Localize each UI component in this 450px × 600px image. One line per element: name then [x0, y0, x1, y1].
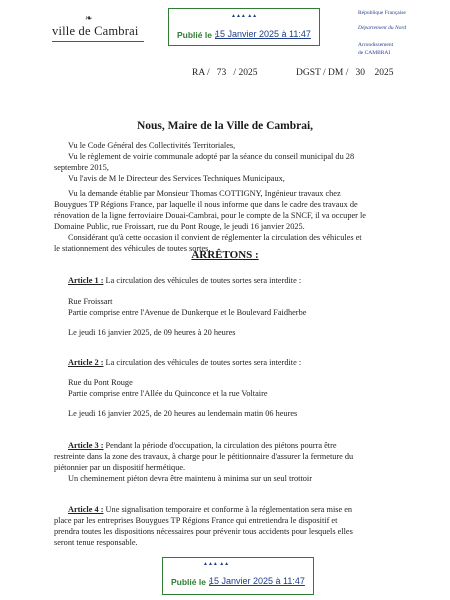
visa-line: septembre 2015, — [54, 163, 109, 172]
publication-stamp-top — [168, 8, 320, 46]
demande-line: Domaine Public, rue Froissart, rue du Pont Rouge, le jeudi 16 janvier 2025. — [54, 222, 305, 231]
stamp-label: Publié le : — [171, 577, 212, 587]
article-3-text: Pendant la période d'occupation, la circulation des piétons pourra être — [103, 441, 337, 450]
stamp-logo-icon: ▲▲▲ ▲▲ — [203, 561, 230, 567]
article-1-when: Le jeudi 16 janvier 2025, de 09 heures à 20 heures — [68, 328, 236, 337]
visa-line: Vu le règlement de voirie communale adopté par la séance du conseil municipal du 28 — [68, 152, 355, 161]
reference-ra: RA / 73 / 2025 — [192, 68, 258, 78]
article-3-line: piétonnier par un dispositif hermétique. — [54, 463, 186, 472]
demande-line: rénovation de la ligne ferroviaire Douai-Cambrai, pour le compte de la SNCF, il va occuper le — [54, 211, 366, 220]
article-1-portion: Partie comprise entre l'Avenue de Dunkerque et le Boulevard Faidherbe — [68, 308, 307, 317]
article-3-intro — [68, 441, 337, 451]
demande-line: Vu la demande établie par Monsieur Thomas COTTIGNY, Ingénieur travaux chez — [68, 189, 341, 198]
stamp-date-link[interactable]: 15 Janvier 2025 à 11:47 — [209, 576, 305, 586]
publication-stamp-bottom — [162, 557, 314, 595]
article-4-line: place par les entreprises Bouygues TP Régions France qui entretiendra le dispositif et — [54, 516, 338, 525]
departement-label: Département du Nord — [358, 25, 407, 31]
article-1-intro — [68, 276, 301, 286]
article-4-line: seront tenue responsable. — [54, 538, 138, 547]
stamp-label: Publié le : — [177, 30, 218, 40]
article-3-heading: Article 3 : — [68, 441, 104, 450]
logo-ornament: ❧ — [85, 13, 93, 23]
visa-line: Vu le Code Général des Collectivités Territoriales, — [68, 141, 236, 150]
article-1-text: La circulation des véhicules de toutes sortes sera interdite : — [103, 276, 302, 285]
republique-label: République Française — [358, 10, 406, 16]
article-1-street: Rue Froissart — [68, 297, 113, 306]
article-2-portion: Partie comprise entre l'Allée du Quinconce et la rue Voltaire — [68, 389, 268, 398]
article-2-text: La circulation des véhicules de toutes sortes sera interdite : — [103, 358, 302, 367]
document-title: Nous, Maire de la Ville de Cambrai, — [136, 120, 314, 132]
article-4-line: prendra toutes les dispositions nécessaires pour prévenir tous accidents pour lesquels elles — [54, 527, 353, 536]
article-2-street: Rue du Pont Rouge — [68, 378, 133, 387]
article-2-when: Le jeudi 16 janvier 2025, de 20 heures au lendemain matin 06 heures — [68, 409, 298, 418]
considerant-line: Considérant qu'à cette occasion il convient de réglementer la circulation des véhicules et — [68, 233, 362, 242]
arrondissement-name: de CAMBRAI — [358, 50, 391, 56]
city-logo-text: ville de Cambrai — [52, 24, 139, 38]
article-4-heading: Article 4 : — [68, 505, 104, 514]
demande-line: Bouygues TP Régions France, par laquelle il nous informe que dans le cadre des travaux de — [54, 200, 358, 209]
article-3-line: restreinte dans la zone des travaux, à charge pour le pétitionnaire d'assurer la fermeture du — [54, 452, 354, 461]
considerant-line: le stationnement des véhicules de toutes sortes. — [54, 244, 211, 253]
arretons-heading: ARRÊTONS : — [191, 249, 259, 261]
reference-dgst: DGST / DM / 30 2025 — [296, 68, 394, 78]
article-2-intro — [68, 358, 301, 368]
article-1-heading: Article 1 : — [68, 276, 104, 285]
stamp-date-link[interactable]: 15 Janvier 2025 à 11:47 — [215, 29, 311, 39]
visa-line: Vu l'avis de M le Directeur des Services Techniques Municipaux, — [68, 174, 285, 183]
article-3-line: Un cheminement piéton devra être maintenu à minima sur un seul trottoir — [68, 474, 312, 483]
stamp-logo-icon: ▲▲▲ ▲▲ — [231, 13, 258, 19]
article-2-heading: Article 2 : — [68, 358, 104, 367]
arrondissement-label: Arrondissement — [358, 42, 394, 48]
article-4-intro — [68, 505, 352, 515]
article-4-text: Une signalisation temporaire et conforme à la réglementation sera mise en — [103, 505, 353, 514]
logo-underline — [52, 41, 144, 42]
